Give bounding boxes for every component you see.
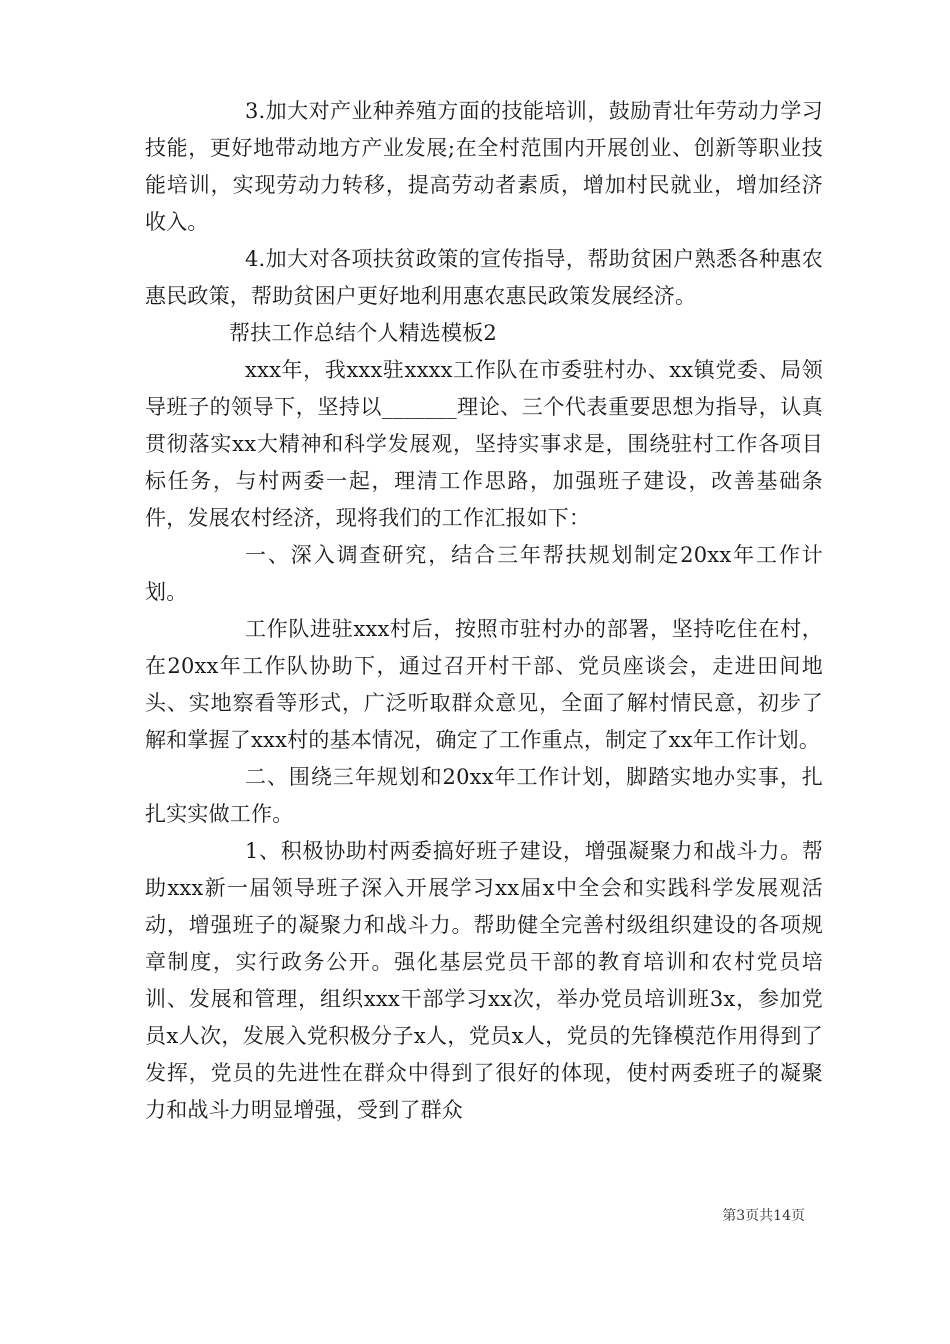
document-body	[145, 93, 823, 1129]
page-number: 第3页共14页	[722, 1208, 805, 1224]
paragraph-team-building: 1、积极协助村两委搞好班子建设，增强凝聚力和战斗力。帮助xxx新一届领导班子深入开展学习xx届x中全会和实践科学发展观活动，增强班子的凝聚力和战斗力。帮助健全完善村级组织建设的各项规章制度，实行政务公开。强化基层党员干部的教育培训和农村党员培训、发展和管理，组织xxx干部学习xx次，举办党员培训班3x，参加党员x人次，发展入党积极分子x人，党员x人，党员的先锋模范作用得到了发挥，党员的先进性在群众中得到了很好的体现，使村两委班子的凝聚力和战斗力明显增强，受到了群众	[145, 839, 823, 1122]
heading-part-two: 二、围绕三年规划和20xx年工作计划，脚踏实地办实事，扎扎实实做工作。	[145, 765, 823, 826]
paragraph-intro: xxx年，我xxx驻xxxx工作队在市委驻村办、xx镇党委、局领导班子的领导下，坚持以_______理论、三个代表重要思想为指导，认真贯彻落实xx大精神和科学发展观，坚持实事求是，围绕驻村工作各项目标任务，与村两委一起，理清工作思路，加强班子建设，改善基础条件，发展农村经济，现将我们的工作汇报如下：	[145, 358, 823, 530]
section-title: 帮扶工作总结个人精选模板2	[229, 321, 497, 345]
heading-part-one: 一、深入调查研究，结合三年帮扶规划制定20xx年工作计划。	[145, 543, 823, 604]
paragraph-investigation: 工作队进驻xxx村后，按照市驻村办的部署，坚持吃住在村，在20xx年工作队协助下，通过召开村干部、党员座谈会，走进田间地头、实地察看等形式，广泛听取群众意见，全面了解村情民意，初步了解和掌握了xxx村的基本情况，确定了工作重点，制定了xx年工作计划。	[145, 617, 823, 752]
paragraph-policy-guidance: 4.加大对各项扶贫政策的宣传指导，帮助贫困户熟悉各种惠农惠民政策，帮助贫困户更好地利用惠农惠民政策发展经济。	[145, 247, 823, 308]
paragraph-skills-training: 3.加大对产业种养殖方面的技能培训，鼓励青壮年劳动力学习技能，更好地带动地方产业发展;在全村范围内开展创业、创新等职业技能培训，实现劳动力转移，提高劳动者素质，增加村民就业，增加经济收入。	[145, 99, 823, 234]
